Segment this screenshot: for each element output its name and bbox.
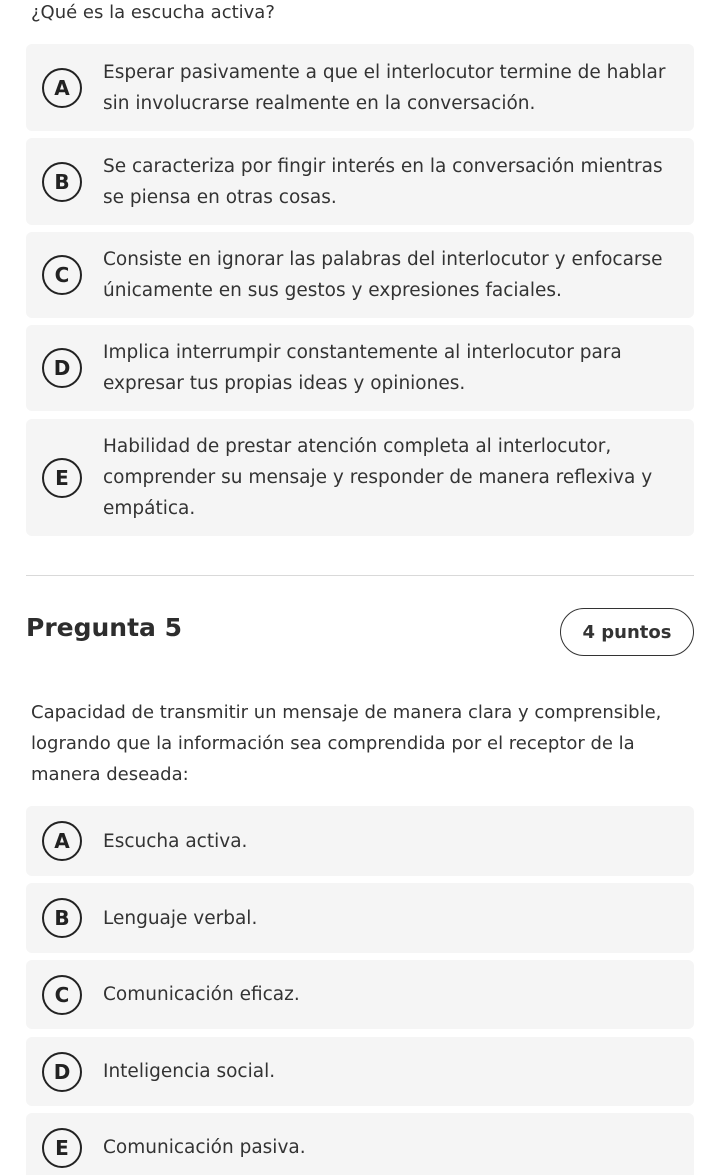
option-letter-c: C xyxy=(42,255,82,295)
option-letter-d: D xyxy=(42,348,82,388)
option-letter-b: B xyxy=(42,162,82,202)
q5-option-d[interactable] xyxy=(26,1037,694,1106)
option-letter-d: D xyxy=(42,1052,82,1092)
q5-option-c[interactable] xyxy=(26,960,694,1029)
option-letter-c: C xyxy=(42,975,82,1015)
option-text: Comunicación pasiva. xyxy=(103,1136,306,1158)
option-letter-a: A xyxy=(42,68,82,108)
option-text: Lenguaje verbal. xyxy=(103,907,258,929)
option-letter-a: A xyxy=(42,821,82,861)
q4-option-c[interactable] xyxy=(26,232,694,318)
option-text: Implica interrumpir constantemente al interlocutor para expresar tus propias ideas y opiniones. xyxy=(103,342,622,394)
option-letter-b: B xyxy=(42,898,82,938)
question-4-text: ¿Qué es la escucha activa? xyxy=(31,2,275,23)
option-text: Esperar pasivamente a que el interlocutor termine de hablar sin involucrarse realmente en la conversación. xyxy=(103,61,666,114)
q4-option-d[interactable] xyxy=(26,325,694,411)
q4-option-a[interactable] xyxy=(26,44,694,131)
points-badge: 4 puntos xyxy=(560,608,694,656)
q4-option-e[interactable] xyxy=(26,419,694,536)
option-text: Comunicación eficaz. xyxy=(103,984,300,1005)
option-text: Habilidad de prestar atención completa al interlocutor, comprender su mensaje y responder de manera reflexiva y empática. xyxy=(103,436,653,519)
q5-option-a[interactable] xyxy=(26,806,694,876)
q4-option-b[interactable] xyxy=(26,138,694,225)
question-title: Pregunta 5 xyxy=(26,613,183,642)
section-divider xyxy=(26,575,694,576)
question-5-text: Capacidad de transmitir un mensaje de manera clara y comprensible, logrando que la información sea comprendida por el receptor de la manera deseada: xyxy=(31,702,662,785)
q5-option-b[interactable] xyxy=(26,883,694,953)
option-text: Se caracteriza por fingir interés en la conversación mientras se piensa en otras cosas. xyxy=(103,155,663,208)
option-text: Consiste en ignorar las palabras del interlocutor y enfocarse únicamente en sus gestos y expresiones faciales. xyxy=(103,249,663,301)
option-letter-e: E xyxy=(42,1128,82,1168)
q5-option-e[interactable] xyxy=(26,1113,694,1175)
option-text: Inteligencia social. xyxy=(103,1061,276,1082)
option-text: Escucha activa. xyxy=(103,830,248,852)
option-letter-e: E xyxy=(42,458,82,498)
